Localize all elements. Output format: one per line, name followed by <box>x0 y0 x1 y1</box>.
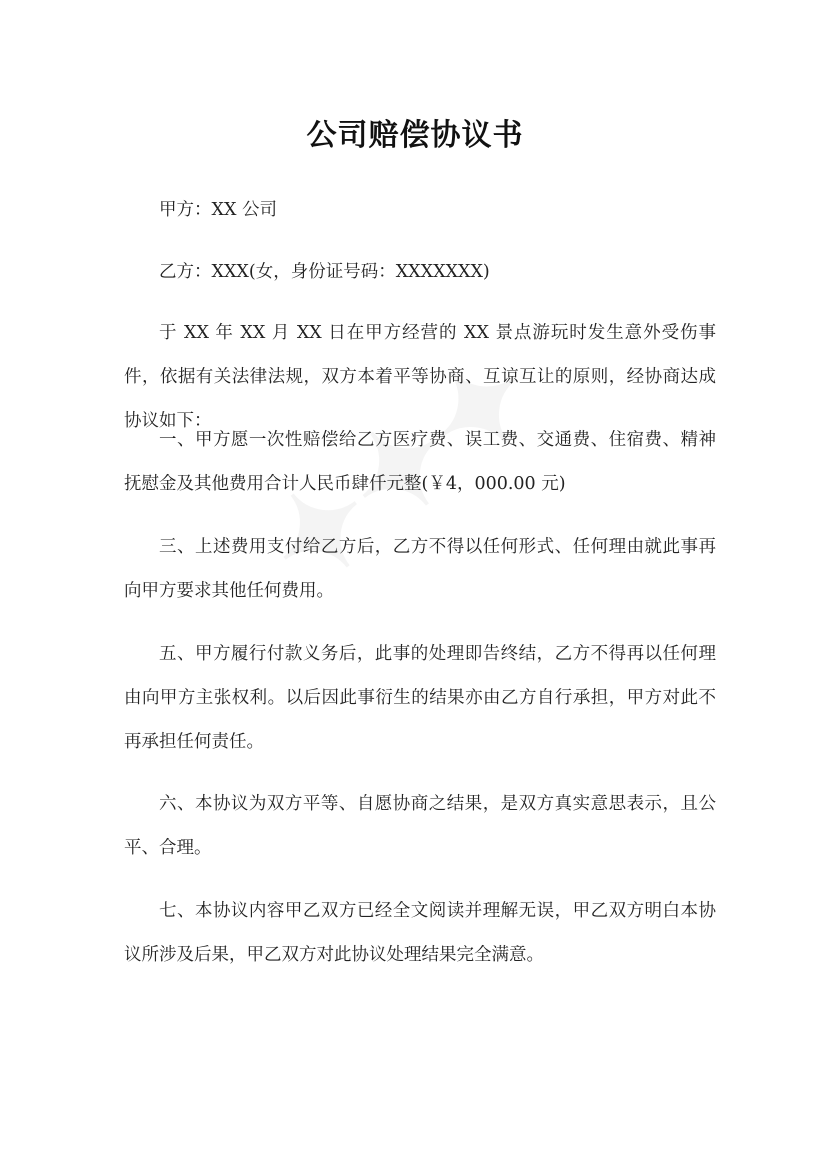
intro-paragraph: 于 XX 年 XX 月 XX 日在甲方经营的 XX 景点游玩时发生意外受伤事件，依据有关法律法规，双方本着平等协商、互谅互让的原则，经协商达成协议如下： <box>124 323 716 431</box>
party-b: 乙方：XXX(女，身份证号码：XXXXXXX) <box>159 262 490 282</box>
document-title: 公司赔偿协议书 <box>306 118 524 153</box>
clause-6: 六、本协议为双方平等、自愿协商之结果，是双方真实意思表示，且公平、合理。 <box>124 794 716 858</box>
clause-5: 五、甲方履行付款义务后，此事的处理即告终结，乙方不得再以任何理由向甲方主张权利。以后因此事衍生的结果亦由乙方自行承担，甲方对此不再承担任何责任。 <box>124 644 716 752</box>
party-a: 甲方：XX 公司 <box>159 200 277 220</box>
clause-1: 一、甲方愿一次性赔偿给乙方医疗费、误工费、交通费、住宿费、精神抚慰金及其他费用合计人民币肆仟元整(￥4，000.00 元) <box>124 430 716 494</box>
clause-3: 三、上述费用支付给乙方后，乙方不得以任何形式、任何理由就此事再向甲方要求其他任何费用。 <box>124 537 716 601</box>
clause-7: 七、本协议内容甲乙双方已经全文阅读并理解无误，甲乙双方明白本协议所涉及后果，甲乙双方对此协议处理结果完全满意。 <box>124 901 716 965</box>
